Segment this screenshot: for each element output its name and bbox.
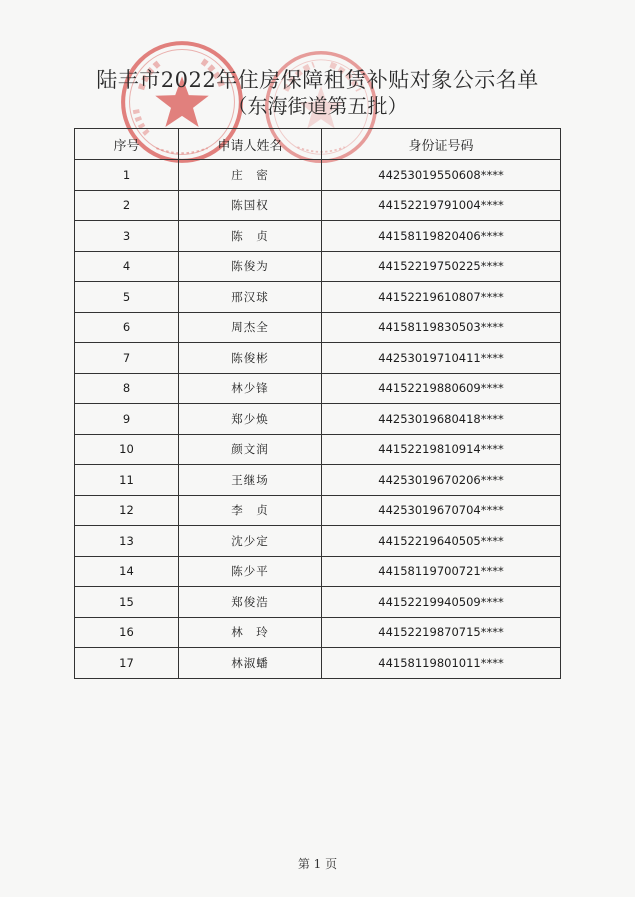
column-header-id: 身份证号码 — [322, 129, 561, 160]
row-name: 郑少焕 — [179, 404, 322, 435]
row-index: 13 — [75, 526, 179, 557]
row-name: 王继场 — [179, 465, 322, 496]
row-name: 陈俊彬 — [179, 343, 322, 374]
table-row — [75, 526, 561, 557]
column-header-index: 序号 — [75, 129, 179, 160]
row-id-number: 44152219750225**** — [322, 251, 561, 282]
row-index: 7 — [75, 343, 179, 374]
recipient-table — [74, 128, 561, 679]
table-row — [75, 160, 561, 191]
row-name: 庄 密 — [179, 160, 322, 191]
table-header-row — [75, 129, 561, 160]
table-row — [75, 404, 561, 435]
row-name: 林 玲 — [179, 617, 322, 648]
table-row — [75, 343, 561, 374]
document-subtitle: （东海街道第五批） — [227, 94, 408, 118]
table-row — [75, 434, 561, 465]
row-name: 陈少平 — [179, 556, 322, 587]
row-name: 陈 贞 — [179, 221, 322, 252]
row-name: 李 贞 — [179, 495, 322, 526]
table-row — [75, 556, 561, 587]
row-id-number: 44158119820406**** — [322, 221, 561, 252]
row-name: 邢汉球 — [179, 282, 322, 313]
row-id-number: 44152219640505**** — [322, 526, 561, 557]
row-id-number: 44158119801011**** — [322, 648, 561, 679]
row-id-number: 44158119700721**** — [322, 556, 561, 587]
row-name: 颜文润 — [179, 434, 322, 465]
row-id-number: 44158119830503**** — [322, 312, 561, 343]
table-row — [75, 251, 561, 282]
row-name: 陈俊为 — [179, 251, 322, 282]
row-index: 15 — [75, 587, 179, 618]
page-number: 第 1 页 — [297, 857, 338, 871]
row-index: 11 — [75, 465, 179, 496]
row-id-number: 44152219880609**** — [322, 373, 561, 404]
row-index: 4 — [75, 251, 179, 282]
row-id-number: 44253019680418**** — [322, 404, 561, 435]
table-row — [75, 312, 561, 343]
row-id-number: 44152219870715**** — [322, 617, 561, 648]
row-index: 10 — [75, 434, 179, 465]
row-id-number: 44152219610807**** — [322, 282, 561, 313]
row-name: 沈少定 — [179, 526, 322, 557]
row-index: 1 — [75, 160, 179, 191]
row-name: 陈国权 — [179, 190, 322, 221]
document-title: 陆丰市2022年住房保障租赁补贴对象公示名单 — [96, 68, 539, 92]
table-row — [75, 587, 561, 618]
row-name: 林淑蟠 — [179, 648, 322, 679]
row-index: 16 — [75, 617, 179, 648]
row-id-number: 44152219940509**** — [322, 587, 561, 618]
row-name: 林少锋 — [179, 373, 322, 404]
row-index: 14 — [75, 556, 179, 587]
table-row — [75, 190, 561, 221]
row-index: 12 — [75, 495, 179, 526]
row-index: 2 — [75, 190, 179, 221]
row-index: 3 — [75, 221, 179, 252]
table-row — [75, 648, 561, 679]
row-id-number: 44253019670206**** — [322, 465, 561, 496]
column-header-name: 申请人姓名 — [179, 129, 322, 160]
table-row — [75, 373, 561, 404]
row-id-number: 44152219791004**** — [322, 190, 561, 221]
table-row — [75, 495, 561, 526]
row-id-number: 44253019550608**** — [322, 160, 561, 191]
table-row — [75, 282, 561, 313]
table-row — [75, 465, 561, 496]
row-index: 6 — [75, 312, 179, 343]
row-index: 8 — [75, 373, 179, 404]
table-row — [75, 617, 561, 648]
row-id-number: 44253019670704**** — [322, 495, 561, 526]
row-name: 周杰全 — [179, 312, 322, 343]
row-id-number: 44152219810914**** — [322, 434, 561, 465]
row-index: 9 — [75, 404, 179, 435]
table-row — [75, 221, 561, 252]
row-index: 17 — [75, 648, 179, 679]
row-name: 郑俊浩 — [179, 587, 322, 618]
row-index: 5 — [75, 282, 179, 313]
row-id-number: 44253019710411**** — [322, 343, 561, 374]
